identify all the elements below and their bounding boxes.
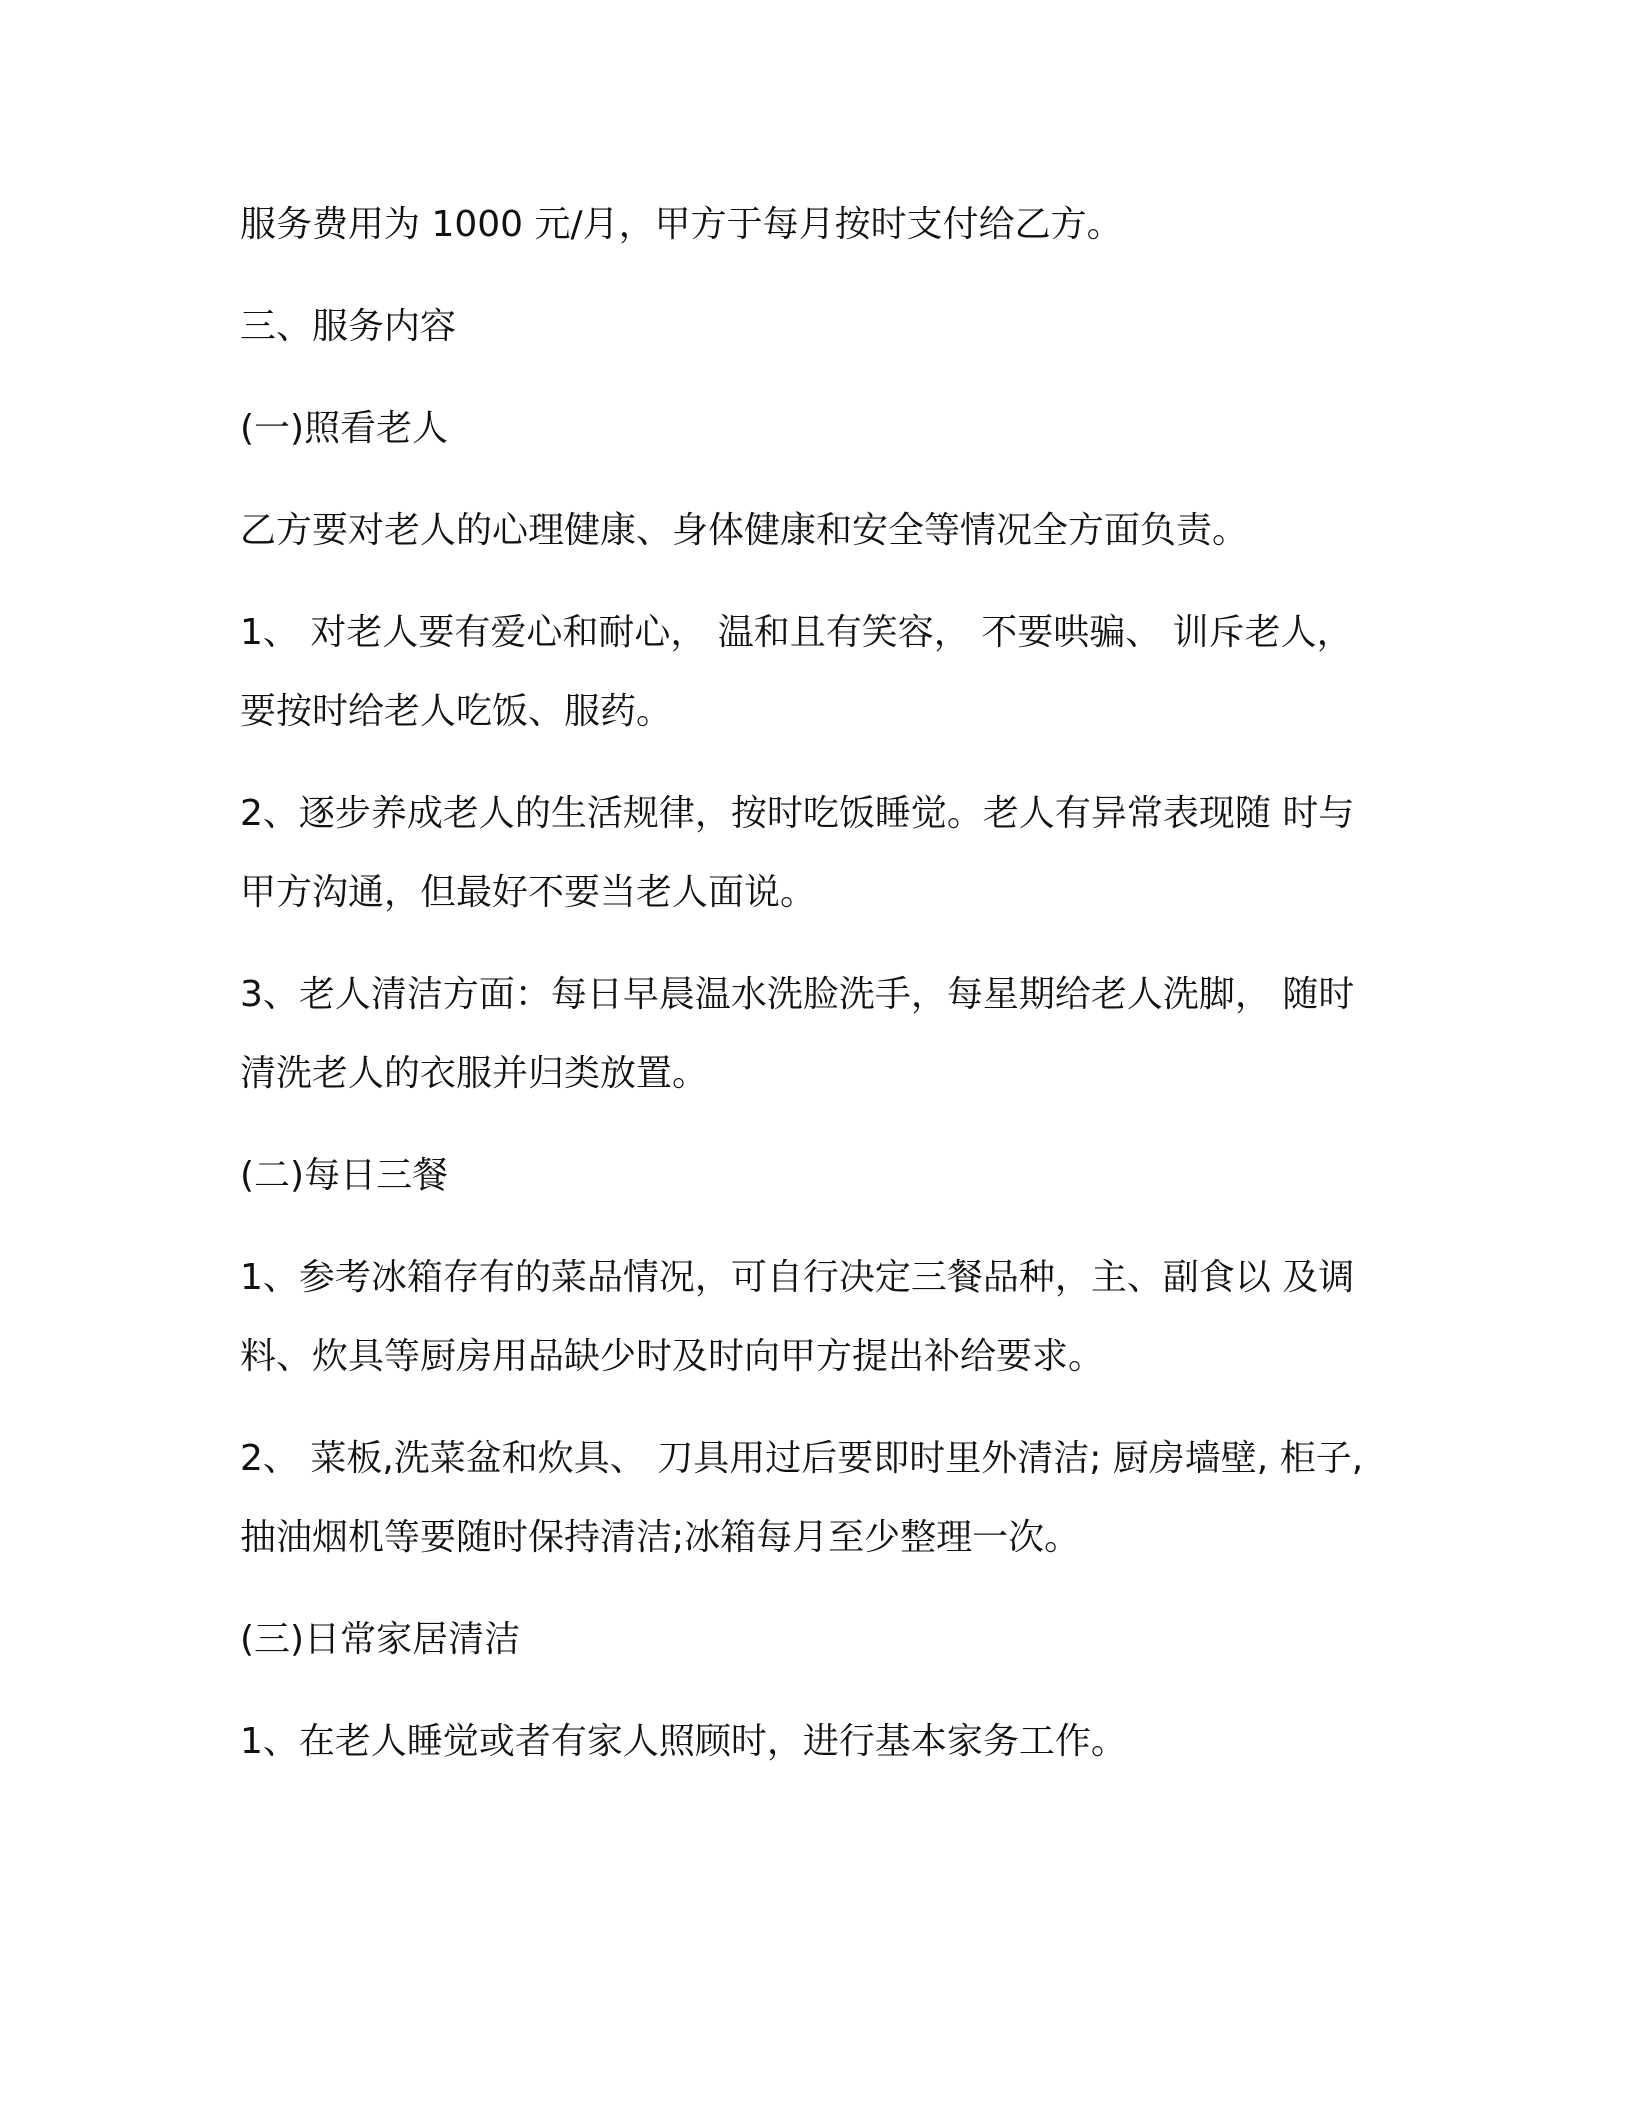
text-line: 2、逐步养成老人的生活规律，按时吃饭睡觉。老人有异常表现随 时与: [240, 793, 1355, 834]
list-item-1-patience: [240, 593, 1400, 751]
text-line: 2、 菜板,洗菜盆和炊具、 刀具用过后要即时里外清洁; 厨房墙壁, 柜子,: [240, 1438, 1364, 1479]
text-line: 清洗老人的衣服并归类放置。: [240, 1053, 709, 1094]
text-line: 料、炊具等厨房用品缺少时及时向甲方提出补给要求。: [240, 1336, 1105, 1377]
list-item-1-housework: [240, 1702, 1400, 1781]
text-line: 抽油烟机等要随时保持清洁;冰箱每月至少整理一次。: [240, 1517, 1081, 1558]
text-line: 服务费用为 1000 元/月，甲方于每月按时支付给乙方。: [240, 204, 1123, 245]
text-line: (二)每日三餐: [240, 1155, 449, 1196]
paragraph-fee: [240, 185, 1400, 264]
text-line: 1、参考冰箱存有的菜品情况，可自行决定三餐品种，主、副食以 及调: [240, 1257, 1355, 1298]
text-line: (三)日常家居清洁: [240, 1619, 521, 1660]
subsection-heading-meals: [240, 1136, 1400, 1215]
text-line: 要按时给老人吃饭、服药。: [240, 691, 673, 732]
section-heading-service-content: [240, 287, 1400, 366]
text-line: 1、在老人睡觉或者有家人照顾时，进行基本家务工作。: [240, 1721, 1127, 1762]
list-item-2-kitchen-cleaning: [240, 1419, 1400, 1577]
text-line: (一)照看老人: [240, 408, 449, 449]
list-item-3-hygiene: [240, 955, 1400, 1113]
document-body: [240, 185, 1400, 1804]
text-line: 1、 对老人要有爱心和耐心， 温和且有笑容， 不要哄骗、 训斥老人，: [240, 612, 1353, 653]
subsection-heading-housekeeping: [240, 1600, 1400, 1679]
text-line: 三、服务内容: [240, 306, 457, 347]
text-line: 甲方沟通，但最好不要当老人面说。: [240, 872, 817, 913]
paragraph-responsibility: [240, 491, 1400, 570]
list-item-1-menu: [240, 1238, 1400, 1396]
list-item-2-routine: [240, 774, 1400, 932]
subsection-heading-elder-care: [240, 389, 1400, 468]
text-line: 3、老人清洁方面：每日早晨温水洗脸洗手，每星期给老人洗脚， 随时: [240, 974, 1355, 1015]
text-line: 乙方要对老人的心理健康、身体健康和安全等情况全方面负责。: [240, 510, 1249, 551]
